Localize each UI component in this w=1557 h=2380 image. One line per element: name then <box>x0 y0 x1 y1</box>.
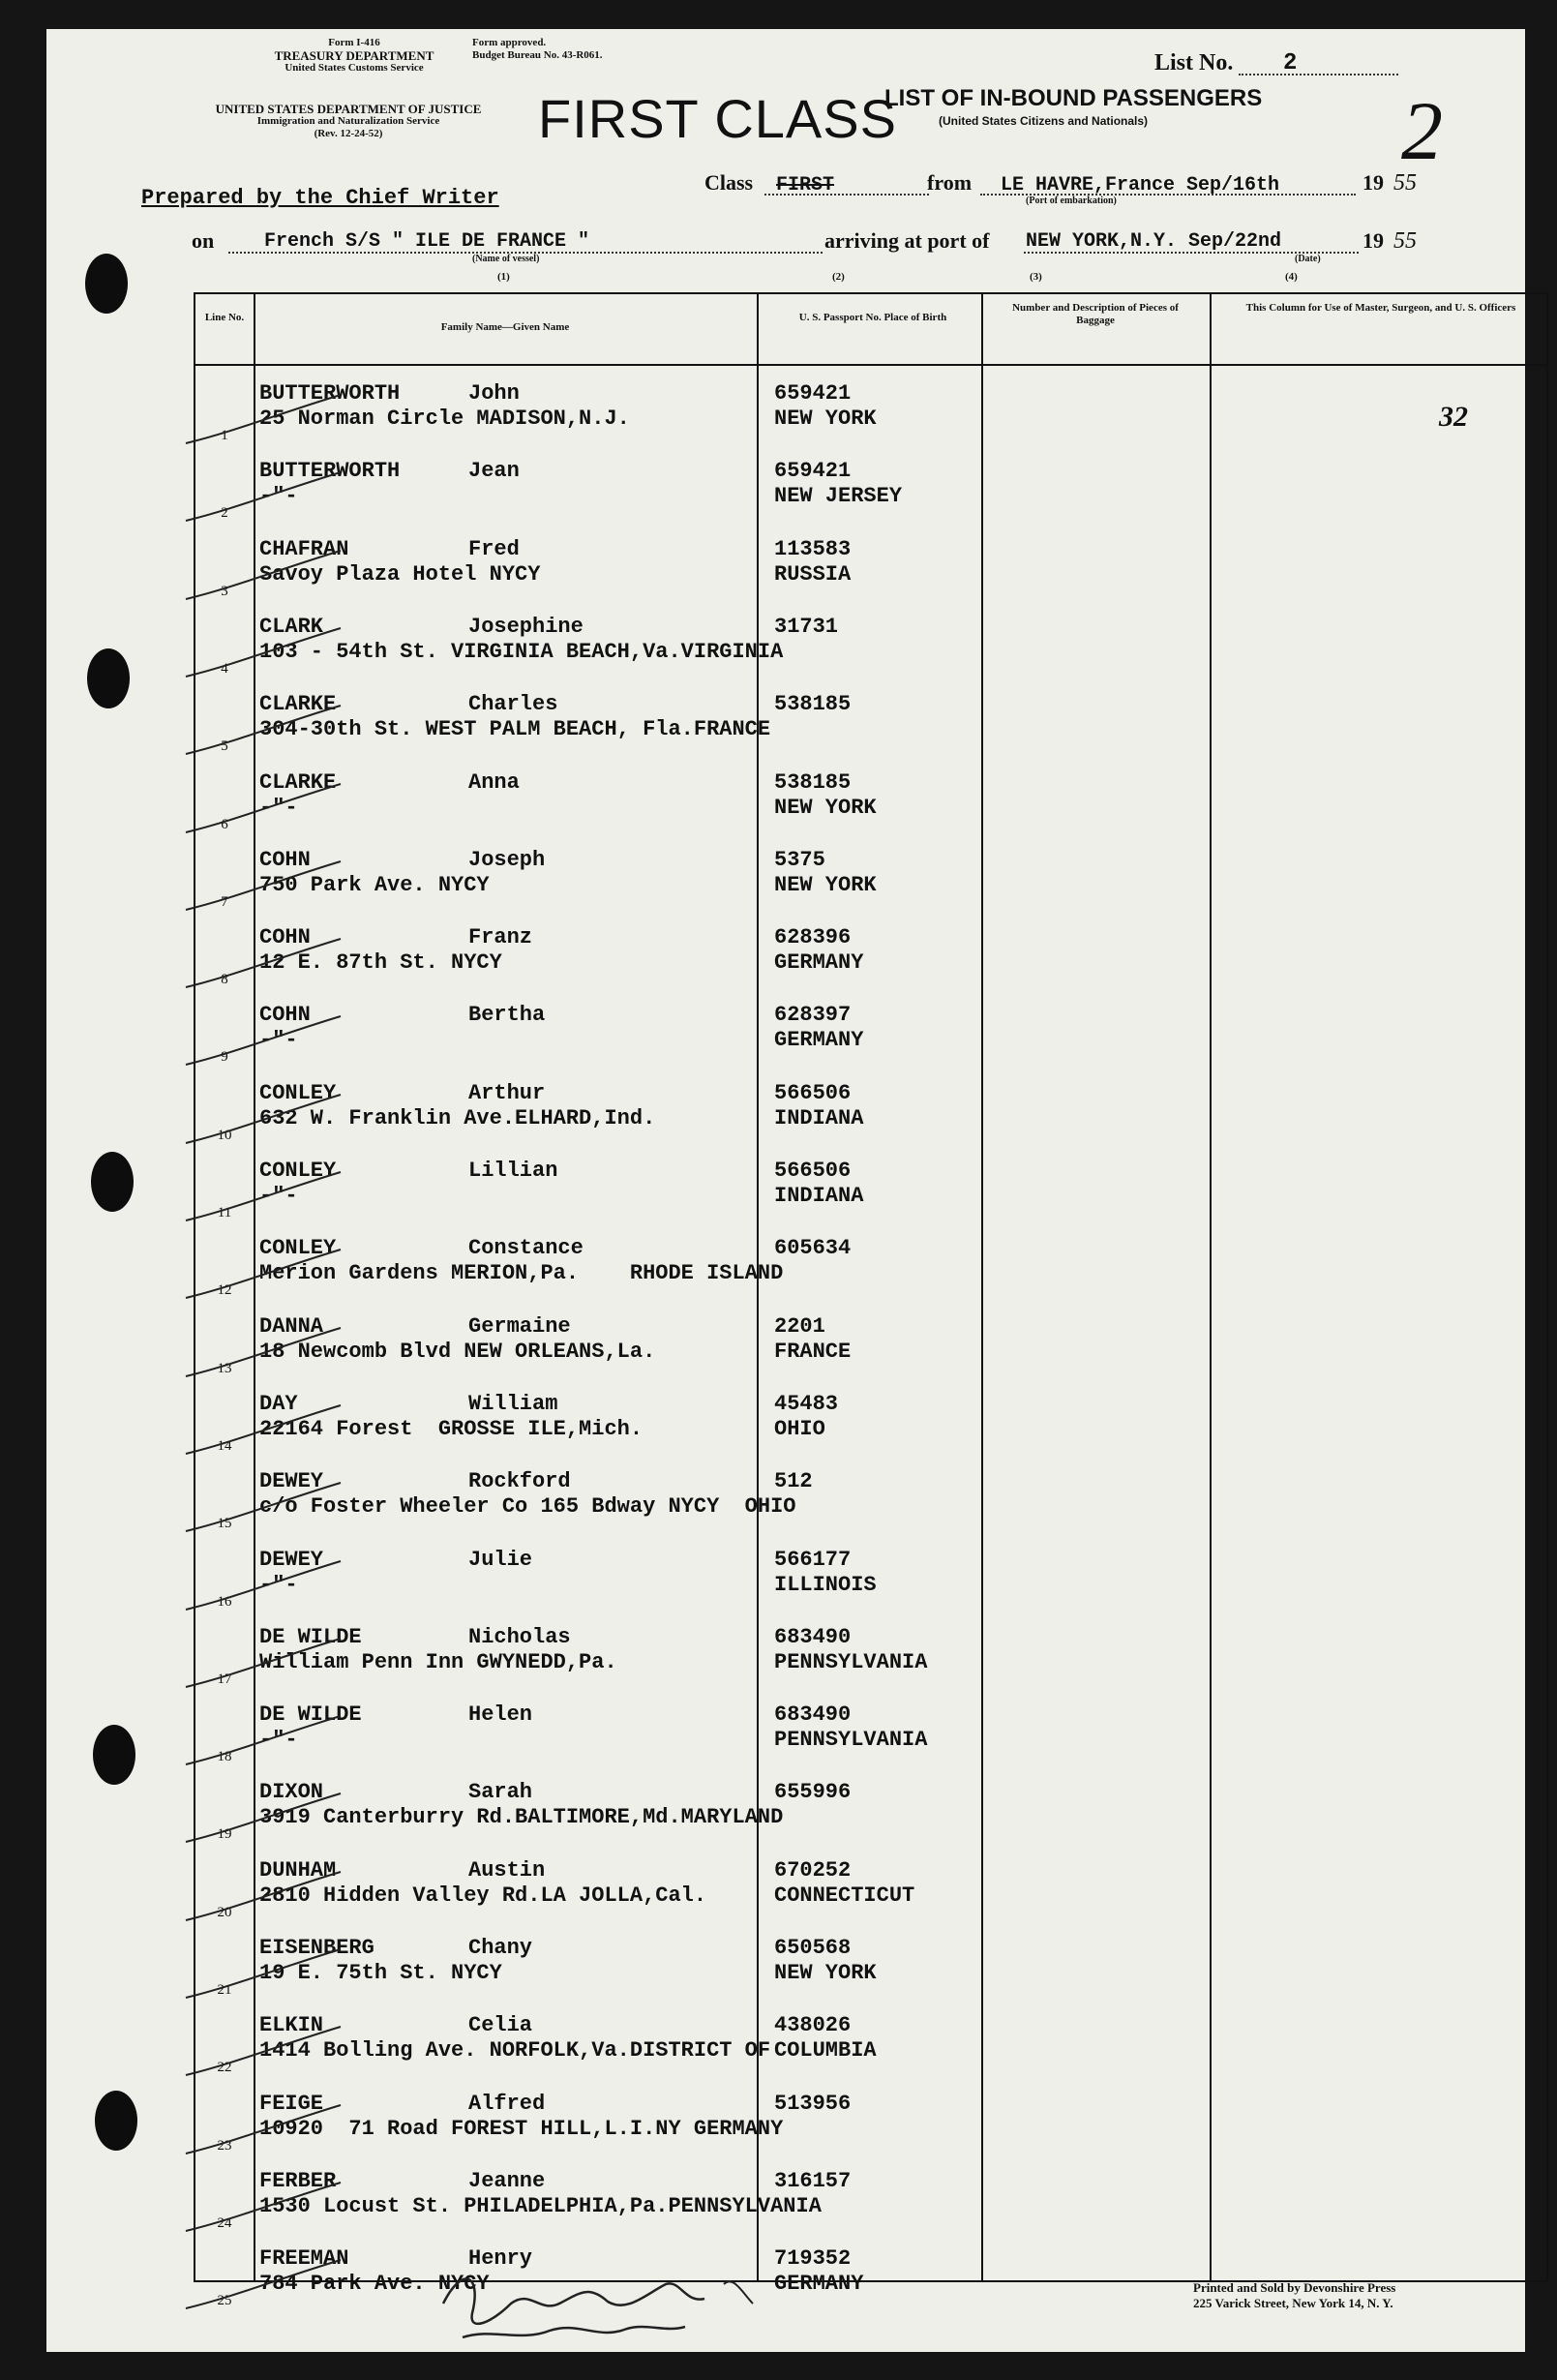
address: William Penn Inn GWYNEDD,Pa. <box>259 1649 617 1674</box>
place-of-birth: GERMANY <box>774 2272 864 2297</box>
given-name: Charles <box>468 692 558 717</box>
given-name: Josephine <box>468 614 584 639</box>
col-header-baggage: Number and Description of Pieces of Baggage <box>1012 302 1179 326</box>
family-name: DEWEY <box>259 1469 324 1494</box>
given-name: Germaine <box>468 1313 571 1339</box>
table-row <box>195 449 1546 527</box>
place-of-birth: FRANCE <box>774 1339 852 1364</box>
corner-mark: 2 <box>1401 84 1443 177</box>
family-name: DE WILDE <box>259 1702 362 1728</box>
printer-line-2: 225 Varick Street, New York 14, N. Y. <box>1193 2296 1393 2310</box>
address: 1530 Locust St. PHILADELPHIA,Pa.PENNSYLVANIA <box>259 2193 822 2218</box>
family-name: CONLEY <box>259 1159 337 1183</box>
address: Savoy Plaza Hotel NYCY <box>259 561 541 587</box>
line-number: 17 <box>217 1671 232 1687</box>
line-number: 4 <box>221 660 228 677</box>
col-header-line-no: Line No. <box>204 312 245 323</box>
family-name: FERBER <box>259 2168 337 2193</box>
address: 2810 Hidden Valley Rd.LA JOLLA,Cal. <box>259 1883 707 1908</box>
address: -"- <box>259 484 298 509</box>
given-name: Henry <box>468 2246 533 2272</box>
passport-number: 659421 <box>774 459 852 484</box>
list-no-value: 2 <box>1283 50 1298 76</box>
passport-number: 316157 <box>774 2168 852 2193</box>
ins-line: Immigration and Naturalization Service <box>256 115 440 127</box>
revision-date: (Rev. 12-24-52) <box>314 128 383 139</box>
passport-number: 628397 <box>774 1003 852 1028</box>
table-row <box>195 1149 1546 1226</box>
family-name: DE WILDE <box>259 1624 362 1649</box>
given-name: John <box>468 381 520 406</box>
year-2-suffix: 55 <box>1393 228 1417 254</box>
table-row <box>195 2082 1546 2159</box>
passport-number: 113583 <box>774 536 852 561</box>
check-mark-icon <box>176 1481 350 1539</box>
given-name: Jeanne <box>468 2168 546 2193</box>
place-of-birth: PENNSYLVANIA <box>774 1649 928 1674</box>
year-1-prefix: 19 <box>1362 170 1384 195</box>
col-header-officers: This Column for Use of Master, Surgeon, and U. S. Officers <box>1245 302 1516 314</box>
punch-hole <box>85 254 128 314</box>
passport-number: 683490 <box>774 1624 852 1649</box>
check-mark-icon <box>176 1714 350 1772</box>
table-row <box>195 916 1546 993</box>
from-value: LE HAVRE,France Sep/16th <box>1001 174 1280 196</box>
place-of-birth: RUSSIA <box>774 561 852 587</box>
place-of-birth: COLUMBIA <box>774 2038 877 2064</box>
check-mark-icon <box>176 1637 350 1695</box>
address: 18 Newcomb Blvd NEW ORLEANS,La. <box>259 1339 656 1364</box>
address: 3919 Canterburry Rd.BALTIMORE,Md.MARYLAND <box>259 1805 784 1830</box>
passport-number: 566506 <box>774 1080 852 1105</box>
line-number: 16 <box>217 1593 232 1610</box>
passport-number: 605634 <box>774 1236 852 1261</box>
table-row <box>195 1382 1546 1460</box>
col-num-1: (1) <box>497 271 510 283</box>
passport-number: 655996 <box>774 1780 852 1805</box>
table-row <box>195 1770 1546 1848</box>
address: 103 - 54th St. VIRGINIA BEACH,Va.VIRGINIA <box>259 639 784 664</box>
address: 784 Park Ave. NYCY <box>259 2272 490 2297</box>
table-row <box>195 1226 1546 1304</box>
given-name: Chany <box>468 1936 533 1960</box>
passport-number: 659421 <box>774 381 852 406</box>
passport-number: 512 <box>774 1469 813 1494</box>
passport-number: 45483 <box>774 1391 839 1416</box>
family-name: COHN <box>259 925 311 950</box>
family-name: DUNHAM <box>259 1857 337 1883</box>
given-name: Constance <box>468 1236 584 1261</box>
on-label: on <box>192 228 215 253</box>
table-row <box>195 761 1546 838</box>
passport-number: 513956 <box>774 2091 852 2116</box>
family-name: EISENBERG <box>259 1936 374 1960</box>
list-title: LIST OF IN-BOUND PASSENGERS <box>884 85 1263 111</box>
line-number: 7 <box>221 893 228 910</box>
table-row <box>195 1693 1546 1770</box>
punch-hole <box>91 1152 134 1212</box>
table-row <box>195 1849 1546 1926</box>
printer-line-1: Printed and Sold by Devonshire Press <box>1193 2280 1396 2295</box>
family-name: CHAFRAN <box>259 536 349 561</box>
customs-service: United States Customs Service <box>284 62 424 74</box>
justice-block <box>174 103 523 140</box>
class-value: FIRST <box>776 174 835 196</box>
check-mark-icon <box>176 1170 350 1228</box>
family-name: FREEMAN <box>259 2246 349 2272</box>
table-row <box>195 682 1546 760</box>
approval-block <box>472 37 627 62</box>
address: c/o Foster Wheeler Co 165 Bdway NYCY OHIO <box>259 1494 796 1520</box>
family-name: DANNA <box>259 1313 324 1339</box>
line-number: 11 <box>217 1205 232 1220</box>
given-name: Fred <box>468 536 520 561</box>
check-mark-icon <box>176 1559 350 1617</box>
check-mark-icon <box>176 2103 350 2161</box>
check-mark-icon <box>176 1248 350 1306</box>
passport-number: 538185 <box>774 769 852 795</box>
officer-signature <box>434 2245 801 2362</box>
given-name: Julie <box>468 1547 533 1572</box>
address: Merion Gardens MERION,Pa. RHODE ISLAND <box>259 1261 784 1286</box>
family-name: CONLEY <box>259 1236 337 1261</box>
vessel-caption: (Name of vessel) <box>472 254 540 264</box>
check-mark-icon <box>176 1870 350 1928</box>
given-name: William <box>468 1391 558 1416</box>
check-mark-icon <box>176 1014 350 1072</box>
form-number: Form I-416 <box>328 37 380 48</box>
place-of-birth: OHIO <box>774 1416 825 1441</box>
place-of-birth: GERMANY <box>774 1028 864 1053</box>
given-name: Helen <box>468 1702 533 1728</box>
family-name: DIXON <box>259 1780 324 1805</box>
family-name: COHN <box>259 1003 311 1028</box>
line-number: 24 <box>217 2214 232 2231</box>
line-number: 23 <box>217 2137 232 2154</box>
address: -"- <box>259 1728 298 1753</box>
line-number: 8 <box>221 972 228 988</box>
passport-number: 438026 <box>774 2013 852 2038</box>
check-mark-icon <box>176 782 350 840</box>
family-name: BUTTERWORTH <box>259 381 401 406</box>
line-number: 22 <box>217 2060 232 2076</box>
passport-number: 2201 <box>774 1313 825 1339</box>
family-name: DAY <box>259 1391 298 1416</box>
year-1-suffix: 55 <box>1393 170 1417 196</box>
first-class-stamp: FIRST CLASS <box>538 88 897 149</box>
col-header-name: Family Name—Given Name <box>440 321 570 333</box>
place-of-birth: NEW JERSEY <box>774 484 903 509</box>
given-name: Arthur <box>468 1080 546 1105</box>
punch-hole <box>87 648 130 708</box>
arriving-label: arriving at port of <box>824 228 990 253</box>
line-number: 3 <box>221 583 228 599</box>
line-number: 25 <box>217 2293 232 2309</box>
line-number: 10 <box>217 1127 232 1143</box>
given-name: Lillian <box>468 1159 558 1183</box>
line-number: 9 <box>221 1049 228 1066</box>
list-no-label: List No. <box>1154 50 1234 75</box>
address: -"- <box>259 1572 298 1597</box>
given-name: Sarah <box>468 1780 533 1805</box>
arrival-value: NEW YORK,N.Y. Sep/22nd <box>1026 230 1282 253</box>
given-name: Franz <box>468 925 533 950</box>
family-name: FEIGE <box>259 2091 324 2116</box>
col-header-passport: U. S. Passport No. Place of Birth <box>798 312 947 323</box>
prepared-by: Prepared by the Chief Writer <box>141 186 499 210</box>
list-no-line <box>1239 74 1398 75</box>
passport-number: 683490 <box>774 1702 852 1728</box>
given-name: Anna <box>468 769 520 795</box>
port-embark-caption: (Port of embarkation) <box>1026 196 1117 206</box>
passport-number: 670252 <box>774 1857 852 1883</box>
from-label: from <box>927 170 973 195</box>
table-row <box>195 527 1546 605</box>
form-sheet <box>46 29 1525 2352</box>
place-of-birth: INDIANA <box>774 1105 864 1130</box>
passport-number: 719352 <box>774 2246 852 2272</box>
given-name: Nicholas <box>468 1624 571 1649</box>
given-name: Bertha <box>468 1003 546 1028</box>
col-num-3: (3) <box>1030 271 1042 283</box>
line-number: 12 <box>217 1282 232 1299</box>
line-number: 19 <box>217 1826 232 1843</box>
punch-hole <box>93 1725 135 1785</box>
passport-number: 5375 <box>774 847 825 872</box>
line-number: 2 <box>221 505 228 522</box>
check-mark-icon <box>176 1792 350 1850</box>
justice-dept: UNITED STATES DEPARTMENT OF JUSTICE <box>215 102 482 116</box>
table-row <box>195 1305 1546 1382</box>
table-row <box>195 605 1546 682</box>
place-of-birth: NEW YORK <box>774 1961 877 1985</box>
family-name: DEWEY <box>259 1547 324 1572</box>
check-mark-icon <box>176 2025 350 2083</box>
address: 22164 Forest GROSSE ILE,Mich. <box>259 1416 644 1441</box>
header-rule <box>195 364 1546 366</box>
class-label: Class <box>704 170 754 195</box>
place-of-birth: INDIANA <box>774 1184 864 1208</box>
table-row <box>195 1071 1546 1149</box>
given-name: Austin <box>468 1857 546 1883</box>
treasury-dept: TREASURY DEPARTMENT <box>274 48 434 63</box>
given-name: Celia <box>468 2013 533 2038</box>
place-of-birth: ILLINOIS <box>774 1572 877 1597</box>
passport-number: 650568 <box>774 1936 852 1960</box>
table-row <box>195 838 1546 916</box>
passport-number: 31731 <box>774 614 839 639</box>
col-num-2: (2) <box>832 271 845 283</box>
col-num-4: (4) <box>1285 271 1298 283</box>
line-number: 15 <box>217 1516 232 1532</box>
line-number: 18 <box>217 1749 232 1765</box>
check-mark-icon <box>176 1093 350 1151</box>
check-mark-icon <box>176 393 350 451</box>
check-mark-icon <box>176 549 350 607</box>
address: -"- <box>259 795 298 820</box>
check-mark-icon <box>176 1326 350 1384</box>
family-name: CONLEY <box>259 1080 337 1105</box>
table-row <box>195 1615 1546 1693</box>
check-mark-icon <box>176 470 350 528</box>
address: 750 Park Ave. NYCY <box>259 872 490 897</box>
list-subtitle: (United States Citizens and Nationals) <box>939 114 1149 128</box>
punch-hole <box>95 2091 137 2151</box>
address: 1414 Bolling Ave. NORFOLK,Va.DISTRICT OF <box>259 2038 771 2064</box>
given-name: Joseph <box>468 847 546 872</box>
address: 304-30th St. WEST PALM BEACH, Fla.FRANCE <box>259 717 771 742</box>
form-approved: Form approved. <box>472 37 547 48</box>
place-of-birth: CONNECTICUT <box>774 1883 915 1908</box>
check-mark-icon <box>176 1947 350 2005</box>
place-of-birth: NEW YORK <box>774 872 877 897</box>
passport-number: 538185 <box>774 692 852 717</box>
family-name: COHN <box>259 847 311 872</box>
address: 10920 71 Road FOREST HILL,L.I.NY GERMANY <box>259 2116 784 2141</box>
address: 25 Norman Circle MADISON,N.J. <box>259 407 630 431</box>
vessel-value: French S/S " ILE DE FRANCE " <box>264 230 590 253</box>
check-mark-icon <box>176 859 350 918</box>
check-mark-icon <box>176 1403 350 1461</box>
check-mark-icon <box>176 626 350 684</box>
check-mark-icon <box>176 704 350 762</box>
family-name: CLARK <box>259 614 324 639</box>
address: 19 E. 75th St. NYCY <box>259 1961 502 1985</box>
address: 12 E. 87th St. NYCY <box>259 950 502 976</box>
table-row <box>195 1538 1546 1615</box>
line-number: 5 <box>221 738 228 755</box>
line-number: 20 <box>217 1904 232 1920</box>
address: 632 W. Franklin Ave.ELHARD,Ind. <box>259 1105 656 1130</box>
table-row <box>195 1460 1546 1537</box>
table-row <box>195 1926 1546 2003</box>
table-row <box>195 372 1546 449</box>
place-of-birth: NEW YORK <box>774 407 877 431</box>
given-name: Alfred <box>468 2091 546 2116</box>
check-mark-icon <box>176 2181 350 2239</box>
check-mark-icon <box>176 2258 350 2316</box>
given-name: Jean <box>468 459 520 484</box>
line-number: 6 <box>221 816 228 832</box>
address: -"- <box>259 1184 298 1208</box>
line-number: 13 <box>217 1360 232 1376</box>
given-name: Rockford <box>468 1469 571 1494</box>
table-row <box>195 2003 1546 2081</box>
budget-bureau: Budget Bureau No. 43-R061. <box>472 49 603 61</box>
passport-number: 566177 <box>774 1547 852 1572</box>
family-name: BUTTERWORTH <box>259 459 401 484</box>
family-name: CLARKE <box>259 769 337 795</box>
line-number: 14 <box>217 1437 232 1454</box>
officer-note: 32 <box>1439 401 1468 433</box>
place-of-birth: PENNSYLVANIA <box>774 1728 928 1753</box>
passport-number: 628396 <box>774 925 852 950</box>
passport-number: 566506 <box>774 1159 852 1183</box>
place-of-birth: NEW YORK <box>774 795 877 820</box>
form-id-block <box>257 37 451 75</box>
address: -"- <box>259 1028 298 1053</box>
table-row <box>195 2159 1546 2237</box>
place-of-birth: GERMANY <box>774 950 864 976</box>
line-number: 1 <box>221 428 228 443</box>
table-row <box>195 993 1546 1070</box>
check-mark-icon <box>176 937 350 995</box>
family-name: CLARKE <box>259 692 337 717</box>
line-number: 21 <box>217 1982 232 1998</box>
year-2-prefix: 19 <box>1362 228 1384 253</box>
family-name: ELKIN <box>259 2013 324 2038</box>
date-caption: (Date) <box>1295 254 1321 264</box>
